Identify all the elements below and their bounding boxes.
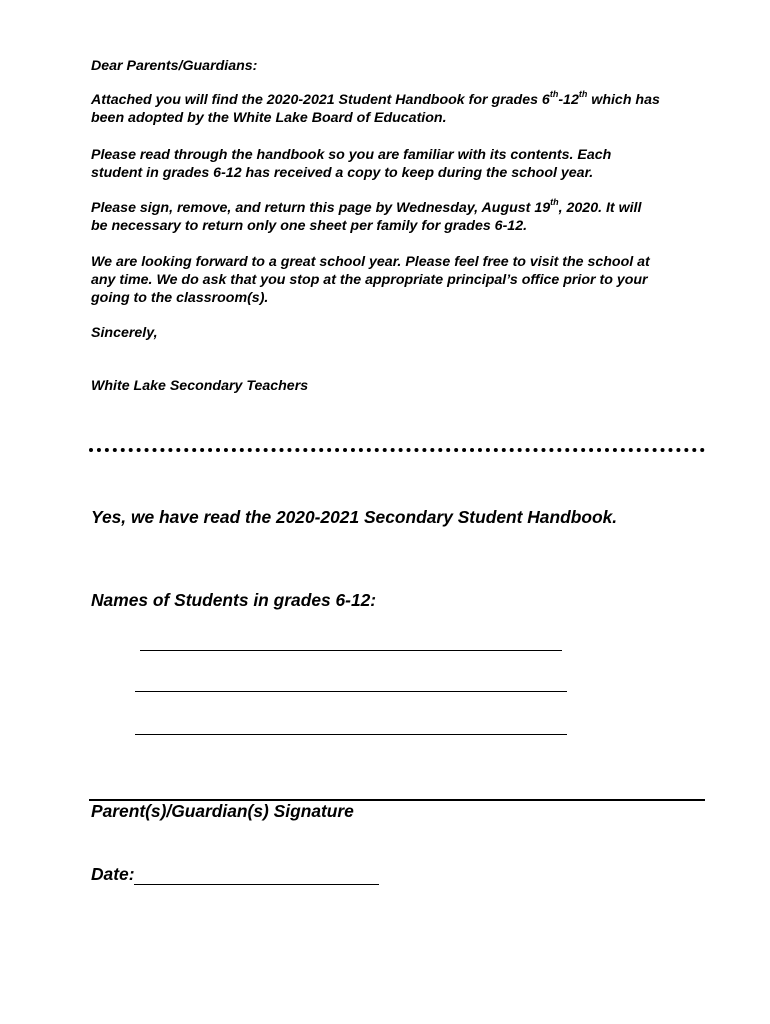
- date-line[interactable]: [134, 884, 379, 885]
- tear-off-divider: [89, 448, 705, 452]
- handbook-paragraph: [91, 91, 660, 127]
- ordinal-suffix: th: [550, 197, 559, 208]
- student-name-line[interactable]: [135, 734, 567, 735]
- letter-greeting: Dear Parents/Guardians:: [91, 58, 258, 74]
- handbook-text: been adopted by the White Lake Board of Education.: [91, 110, 447, 126]
- visit-text: any time. We do ask that you stop at the appropriate principal’s office prior to your: [91, 272, 648, 288]
- visit-text: We are looking forward to a great school year. Please feel free to visit the school at: [91, 254, 650, 270]
- read-text: student in grades 6-12 has received a copy to keep during the school year.: [91, 165, 594, 181]
- return-paragraph: [91, 199, 641, 235]
- visit-paragraph: [91, 253, 650, 307]
- handbook-text: which has: [587, 92, 660, 108]
- student-name-line[interactable]: [140, 650, 562, 651]
- student-names-heading: Names of Students in grades 6-12:: [91, 590, 377, 610]
- ordinal-suffix: th: [578, 89, 588, 100]
- return-text: Please sign, remove, and return this page by Wednesday, August 19: [91, 200, 551, 216]
- signature-label: Parent(s)/Guardian(s) Signature: [91, 801, 354, 821]
- ordinal-suffix: th: [549, 89, 559, 100]
- handbook-text: Attached you will find the 2020-2021 Student Handbook for grades 6: [91, 92, 550, 108]
- letter-signer: White Lake Secondary Teachers: [91, 378, 309, 394]
- read-text: Please read through the handbook so you are familiar with its contents. Each: [91, 147, 612, 163]
- visit-text: going to the classroom(s).: [91, 290, 269, 306]
- return-text: be necessary to return only one sheet per family for grades 6-12.: [91, 218, 528, 234]
- confirmation-statement: Yes, we have read the 2020-2021 Secondary Student Handbook.: [91, 507, 618, 527]
- read-paragraph: [91, 146, 611, 182]
- date-label: Date:: [91, 864, 135, 884]
- student-name-line[interactable]: [135, 691, 567, 692]
- handbook-text: -12: [558, 92, 579, 108]
- letter-closing: Sincerely,: [91, 325, 158, 341]
- return-text: , 2020. It will: [558, 200, 642, 216]
